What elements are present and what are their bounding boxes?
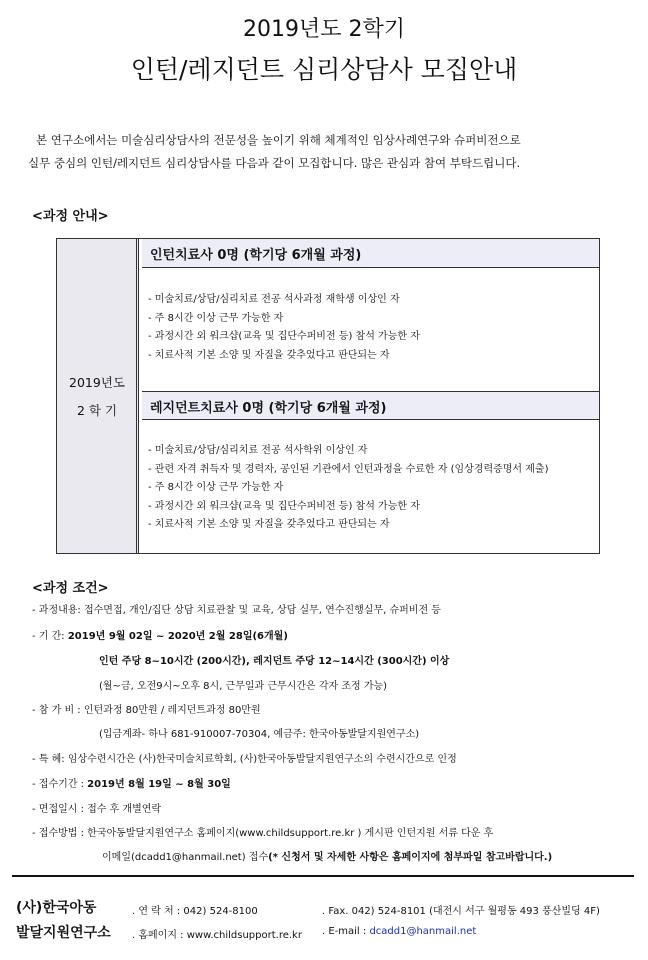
year-cell [57, 239, 139, 553]
condition-content: - 과정내용: 접수면접, 개인/집단 상담 치료관찰 및 교육, 상담 실무, 연수진행실무, 슈퍼비전 등 [32, 605, 441, 616]
list-item: - 과정시간 외 워크샵(교육 및 집단수퍼비전 등) 참석 가능한 자 [148, 500, 420, 512]
condition-apply-period [32, 775, 231, 790]
list-item: - 과정시간 외 워크샵(교육 및 집단수퍼비전 등) 참석 가능한 자 [148, 331, 420, 342]
list-item: - 주 8시간 이상 근무 가능한 자 [148, 482, 284, 493]
footer-email-label: . E-mail : [322, 926, 370, 937]
title-line1: 2019년도 2학기 [243, 17, 405, 42]
intro-paragraph [28, 129, 628, 175]
intro-line: 실무 중심의 인턴/레지던트 심리상담사를 다음과 같이 모집합니다. 많은 관심과 참여 부탁드립니다. [28, 156, 521, 170]
org-name-line2: 발달지원연구소 [16, 925, 111, 941]
condition-account: (입금계좌- 하나 681-910007-70304, 예금주: 한국아동발달지원연구소) [99, 729, 420, 740]
course-table [56, 238, 600, 554]
condition-fee: - 참 가 비 : 인턴과정 80만원 / 레지던트과정 80만원 [32, 705, 261, 716]
section-heading-course-guide: <과정 안내> [32, 209, 109, 224]
footer-phone: . 연 락 처 : 042) 524-8100 [132, 906, 258, 917]
org-name-line1: (사)한국아동 [16, 900, 97, 916]
intern-title: 인턴치료사 0명 (학기당 6개월 과정) [142, 239, 599, 268]
year-label-line1: 2019년도 [69, 375, 125, 390]
footer-fax: . Fax. 042) 524-8101 (대전시 서구 월평동 493 풍산빌딩 4F) [322, 906, 600, 917]
condition-special: - 특 혜: 임상수련시간은 (사)한국미술치료학회, (사)한국아동발달지원연구소의 수련시간으로 인정 [32, 754, 457, 765]
title-line2: 인턴/레지던트 심리상담사 모집안내 [130, 55, 518, 84]
list-item: - 관련 자격 취득자 및 경력자, 공인된 기관에서 인턴과정을 수료한 자 (임상경력증명서 제출) [148, 463, 549, 475]
condition-method: - 접수방법 : 한국아동발달지원연구소 홈페이지(www.childsupport.re.kr ) 게시판 인턴지원 서류 다운 후 [32, 828, 494, 839]
footer-email-row [322, 926, 476, 937]
condition-method-note: (* 신청서 및 자세한 사항은 홈페이지에 첨부파일 참고바랍니다.) [268, 852, 553, 863]
condition-period-label: - 기 간: [32, 631, 68, 642]
condition-period [32, 627, 288, 642]
year-label-line2: 2 학 기 [76, 403, 118, 418]
list-item: - 치료사적 기본 소양 및 자질을 갖추었다고 판단되는 자 [148, 519, 390, 530]
intern-requirements [142, 291, 599, 365]
condition-period-value: 2019년 9월 02일 ~ 2020년 2월 28일(6개월) [67, 631, 288, 642]
footer-email-link[interactable]: dcadd1@hanmail.net [369, 926, 477, 937]
list-item: - 치료사적 기본 소양 및 자질을 갖추었다고 판단되는 자 [148, 349, 390, 361]
condition-apply-label: - 접수기간 : [32, 779, 88, 790]
intro-line: 본 연구소에서는 미술심리상담사의 전문성을 높이기 위해 체계적인 임상사례연구와 슈퍼비전으로 [36, 133, 521, 147]
year-label [57, 369, 137, 425]
footer-divider [12, 875, 634, 877]
condition-method-email: 이메일(dcadd1@hanmail.net) 접수 [102, 852, 269, 863]
condition-hours-note: (월~금, 오전9시~오후 8시, 근무일과 근무시간은 각자 조정 가능) [99, 681, 388, 692]
resident-title: 레지던트치료사 0명 (학기당 6개월 과정) [142, 391, 599, 420]
section-heading-conditions: <과정 조건> [32, 581, 109, 596]
condition-method-line2 [102, 848, 552, 863]
condition-interview: - 면접일시 : 접수 후 개별연락 [32, 804, 162, 815]
list-item: - 미술치료/상담/심리치료 전공 석사과정 재학생 이상인 자 [148, 294, 400, 305]
list-item: - 미술치료/상담/심리치료 전공 석사학위 이상인 자 [148, 445, 368, 456]
resident-requirements [142, 442, 599, 535]
condition-hours: 인턴 주당 8~10시간 (200시간), 레지던트 주당 12~14시간 (300시간) 이상 [99, 656, 450, 667]
list-item: - 주 8시간 이상 근무 가능한 자 [148, 312, 284, 324]
condition-apply-value: 2019년 8월 19일 ~ 8월 30일 [87, 779, 231, 790]
footer-homepage[interactable]: . 홈페이지 : www.childsupport.re.kr [132, 930, 302, 941]
